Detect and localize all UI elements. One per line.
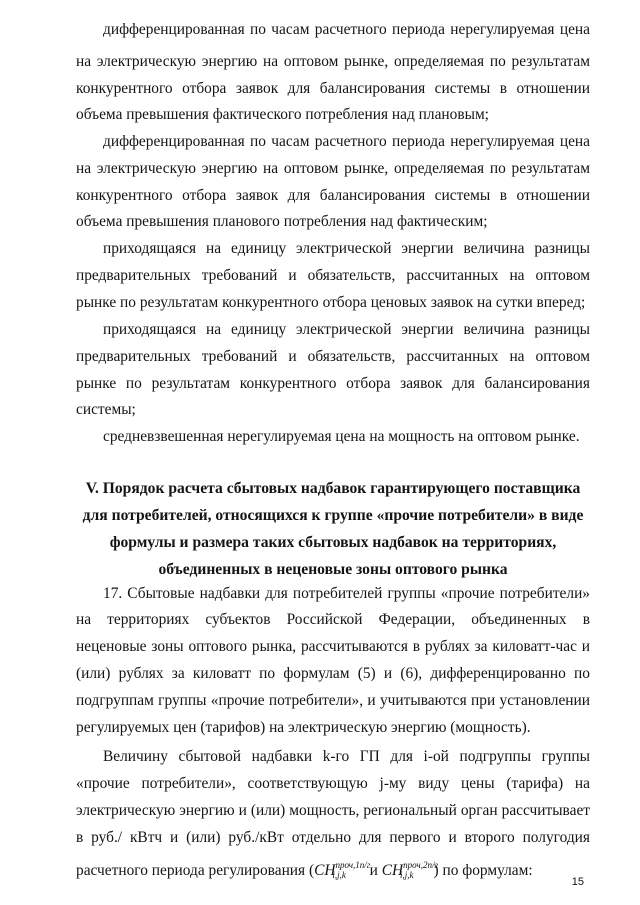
text-line: (или) рублях за киловатт по формулам (5) и (6), дифференцированно по xyxy=(76,665,590,682)
text-line: предварительных требований и обязательств, рассчитанных на оптовом xyxy=(76,267,590,284)
formula-subscript: i,j,k xyxy=(332,870,346,880)
formula-symbol: СН xyxy=(381,862,404,879)
text-line: объема превышения фактического потребления над плановым; xyxy=(76,106,489,123)
text-line: приходящаяся на единицу электрической энергии величина разницы xyxy=(103,321,590,338)
text-line: средневзвешенная нерегулируемая цена на мощность на оптовом рынке. xyxy=(103,428,580,445)
text-line: конкурентного отбора заявок для балансирования системы в отношении xyxy=(76,187,590,204)
text-line: 17. Сбытовые надбавки для потребителей группы «прочие потребители» xyxy=(103,585,590,602)
section-heading-line: формулы и размера таких сбытовых надбавок на территориях, xyxy=(109,534,557,551)
page-number: 15 xyxy=(571,876,584,888)
formula-superscript: проч,1п/г xyxy=(335,860,371,870)
formula-symbol: СН xyxy=(314,862,336,879)
text-line: «прочие потребители», соответствующую j-му виду цены (тарифа) на xyxy=(76,775,590,792)
formula-prefix: расчетного периода регулирования ( xyxy=(76,862,315,879)
text-line: на электрическую энергию на оптовом рынке, определяемая по результатам xyxy=(76,53,590,70)
text-line: дифференцированная по часам расчетного периода нерегулируемая цена xyxy=(103,21,590,38)
section-heading-line: для потребителей, относящихся к группе «прочие потребители» в виде xyxy=(82,507,584,524)
text-line: приходящаяся на единицу электрической энергии величина разницы xyxy=(103,240,590,257)
text-line: электрическую энергию и (или) мощность, региональный орган рассчитывает xyxy=(76,802,590,819)
text-line: объема превышения планового потребления над фактическим; xyxy=(76,213,488,230)
section-heading-line: объединенных в неценовые зоны оптового рынка xyxy=(158,561,508,578)
text-line: конкурентного отбора заявок для балансирования системы в отношении xyxy=(76,80,590,97)
text-line: рынке по результатам конкурентного отбора заявок для балансирования xyxy=(76,375,590,392)
formula-suffix: ) по формулам: xyxy=(433,862,533,879)
formula-superscript: проч,2п/г xyxy=(403,860,438,870)
text-line: дифференцированная по часам расчетного периода нерегулируемая цена xyxy=(103,133,590,150)
text-line: предварительных требований и обязательств, рассчитанных на оптовом xyxy=(76,348,590,365)
text-line: системы; xyxy=(76,401,136,418)
text-line: в руб./ кВтч и (или) руб./кВт отдельно для первого и второго полугодия xyxy=(76,829,590,846)
text-line: на территориях субъектов Российской Федерации, объединенных в xyxy=(76,611,590,628)
text-line: на электрическую энергию на оптовом рынке, определяемая по результатам xyxy=(76,160,590,177)
text-line: Величину сбытовой надбавки k-го ГП для i-ой подгруппы группы xyxy=(103,748,590,765)
formula-conjunction: и xyxy=(365,862,382,879)
section-heading-line: V. Порядок расчета сбытовых надбавок гарантирующего поставщика xyxy=(85,480,581,497)
formula-line xyxy=(76,856,590,886)
formula-subscript: i,j,k xyxy=(399,870,414,880)
text-line: регулируемых цен (тарифов) на электрическую энергию (мощность). xyxy=(76,719,531,736)
text-line: рынке по результатам конкурентного отбора ценовых заявок на сутки вперед; xyxy=(76,294,586,311)
text-line: неценовые зоны оптового рынка, рассчитываются в рублях за киловатт-час и xyxy=(76,638,590,655)
text-line: подгруппам группы «прочие потребители», и учитываются при установлении xyxy=(76,692,590,709)
